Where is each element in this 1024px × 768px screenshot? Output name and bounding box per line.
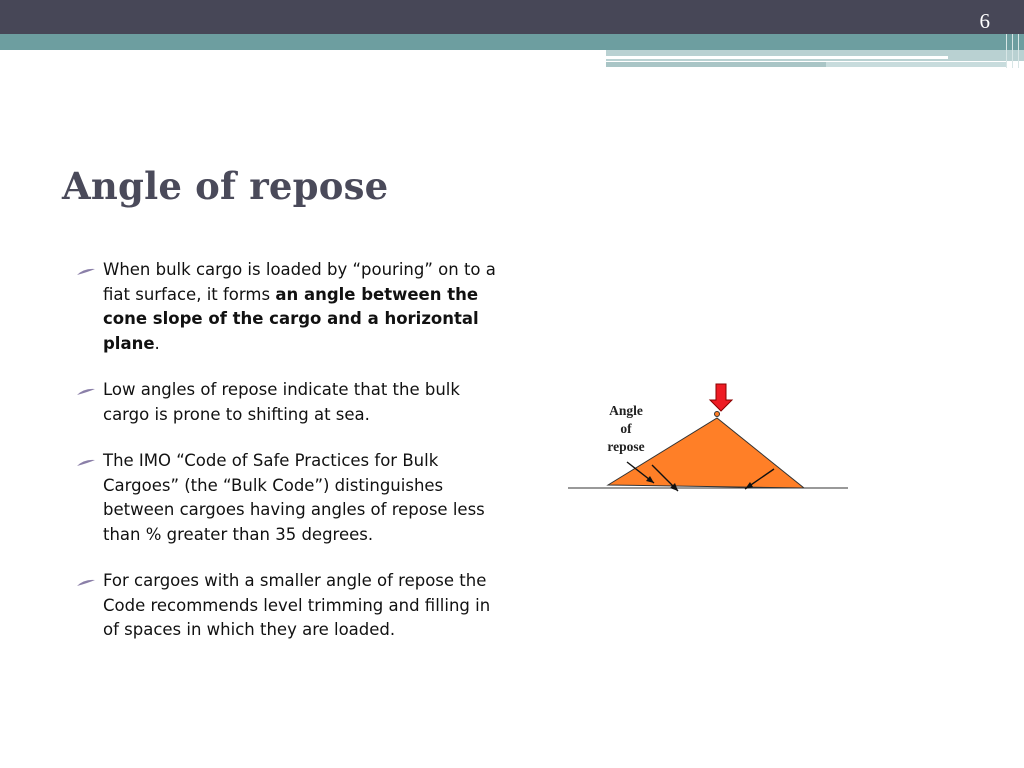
bullet-text: For cargoes with a smaller angle of repose the Code recommends level trimming and filling in of spaces in which they are loaded. — [103, 571, 491, 639]
bullet-item — [76, 258, 506, 356]
bullet-item — [76, 569, 506, 643]
diagram-label-line: of — [620, 421, 632, 436]
bullet-item — [76, 378, 506, 427]
pour-point-icon — [715, 412, 720, 417]
angle-of-repose-diagram — [564, 378, 854, 498]
accent-stripe-highlight — [606, 56, 948, 59]
bullet-text: . — [154, 333, 160, 353]
pour-arrow-icon — [710, 384, 732, 411]
bullet-text: The IMO “Code of Safe Practices for Bulk Cargoes” (the “Bulk Code”) distinguishes between cargoes having angles of repose less than % greater than 35 degrees. — [103, 451, 485, 544]
bullet-feather-icon — [76, 578, 96, 588]
bullet-text: When bulk cargo is loaded by “pouring” on to a fiat surface, it forms — [103, 260, 496, 304]
bullet-feather-icon — [76, 267, 96, 277]
slide-number: 6 — [979, 9, 990, 33]
slide-title: Angle of repose — [62, 164, 389, 208]
diagram-label — [591, 402, 661, 456]
decor-vertical-line — [1012, 34, 1013, 68]
accent-stripe — [0, 34, 1024, 50]
top-bar — [0, 0, 1024, 34]
accent-stripe-lower-right — [826, 62, 1006, 67]
accent-stripe-lower — [606, 62, 826, 67]
bullet-list — [76, 258, 506, 665]
bullet-text: Low angles of repose indicate that the bulk cargo is prone to shifting at sea. — [103, 380, 460, 424]
decor-vertical-line — [1018, 34, 1019, 68]
bullet-feather-icon — [76, 458, 96, 468]
decor-vertical-line — [1006, 34, 1007, 68]
bullet-feather-icon — [76, 387, 96, 397]
diagram-label-line: Angle — [609, 403, 643, 418]
diagram-label-line: repose — [607, 439, 645, 454]
bullet-item — [76, 449, 506, 547]
bullet-text-bold: an angle between the cone slope of the cargo and a horizontal plane — [103, 284, 479, 353]
